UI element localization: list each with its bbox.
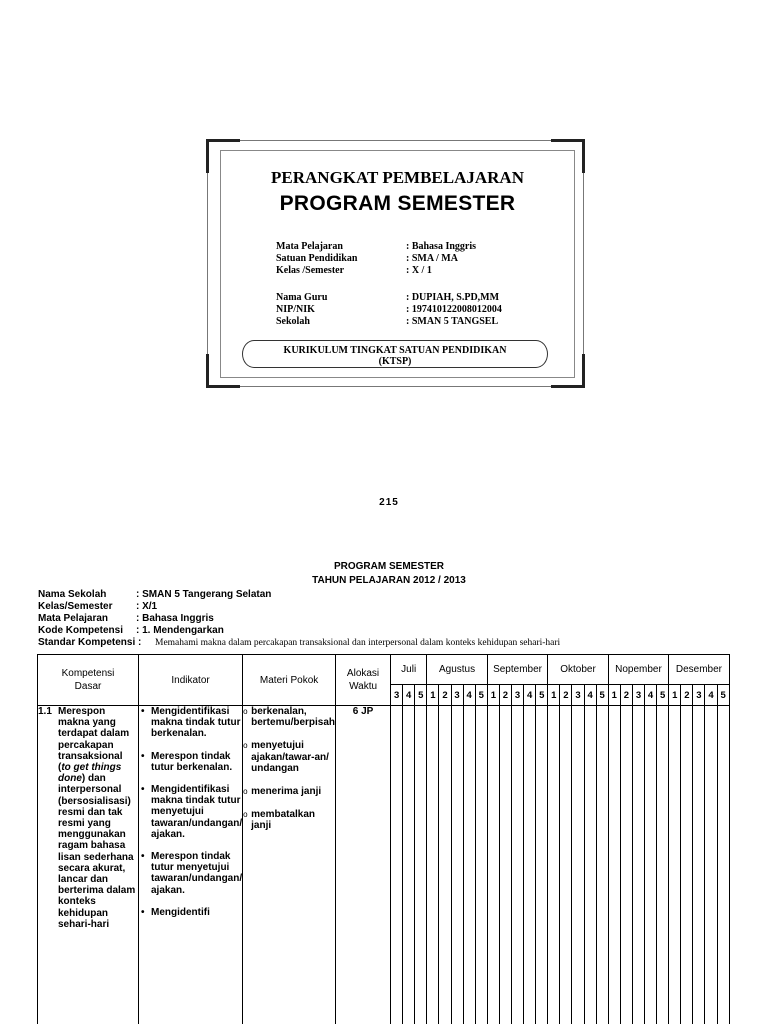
week-cell <box>475 706 487 1024</box>
week-cell <box>669 706 681 1024</box>
week-number: 4 <box>403 685 415 706</box>
week-number: 1 <box>487 685 499 706</box>
standar-kompetensi-row <box>38 637 560 649</box>
info-row <box>276 241 476 253</box>
corner-ornament <box>582 354 585 388</box>
meta-row <box>38 613 560 625</box>
corner-ornament <box>206 354 209 388</box>
week-number: 2 <box>560 685 572 706</box>
week-number: 4 <box>645 685 657 706</box>
kurikulum-box <box>242 340 548 368</box>
program-title: PROGRAM SEMESTER <box>333 561 444 572</box>
week-cell <box>487 706 499 1024</box>
bullet-icon: • <box>141 784 145 796</box>
kd-text-part: Merespon makna yang terdapat dalam percakapan transaksional ( <box>58 706 130 774</box>
indikator-item <box>139 706 242 740</box>
indikator-text: Mengidentifi <box>151 906 210 918</box>
cover-info-block-subject <box>276 241 476 277</box>
week-number: 5 <box>657 685 669 706</box>
indikator-item <box>139 907 242 918</box>
bullet-icon: • <box>141 706 145 717</box>
materi-text: membatalkan janji <box>251 809 316 832</box>
kompetensi-dasar-cell <box>38 706 139 1024</box>
week-cell <box>536 706 548 1024</box>
bullet-icon: • <box>141 750 145 762</box>
indikator-cell <box>139 706 243 1024</box>
schedule-table <box>37 654 730 1024</box>
week-cell <box>403 706 415 1024</box>
kurikulum-line-2: (KTSP) <box>378 356 412 367</box>
meta-row <box>38 625 560 637</box>
meta-value: : X/1 <box>136 601 158 612</box>
info-label: Satuan Pendidikan <box>276 253 358 264</box>
week-number: 1 <box>669 685 681 706</box>
corner-ornament <box>206 385 240 388</box>
week-number: 3 <box>572 685 584 706</box>
week-number: 4 <box>524 685 536 706</box>
meta-label: Kode Kompetensi <box>38 625 124 636</box>
week-cell <box>391 706 403 1024</box>
header-indikator: Indikator <box>139 655 243 706</box>
materi-item <box>243 786 335 797</box>
info-label: Nama Guru <box>276 292 328 303</box>
corner-ornament <box>551 139 585 142</box>
week-cell <box>439 706 451 1024</box>
month-header: Nopember <box>608 655 668 685</box>
week-cell <box>705 706 717 1024</box>
program-meta <box>38 589 560 649</box>
week-cell <box>427 706 439 1024</box>
indikator-text: Merespon tindak tutur menyetujui tawaran/undangan/ ajakan. <box>151 851 243 896</box>
info-row <box>276 253 476 265</box>
week-number: 3 <box>632 685 644 706</box>
kurikulum-line-1: KURIKULUM TINGKAT SATUAN PENDIDIKAN <box>283 345 507 356</box>
materi-item <box>243 809 335 831</box>
week-number: 3 <box>391 685 403 706</box>
header-materi-pokok: Materi Pokok <box>243 655 336 706</box>
corner-ornament <box>206 139 240 142</box>
materi-pokok-cell <box>243 706 336 1024</box>
corner-ornament <box>206 139 209 173</box>
week-cell <box>560 706 572 1024</box>
corner-ornament <box>582 139 585 173</box>
week-number: 1 <box>548 685 560 706</box>
week-number: 3 <box>451 685 463 706</box>
meta-label: Kelas/Semester <box>38 601 113 612</box>
week-cell <box>681 706 693 1024</box>
month-header: Agustus <box>427 655 487 685</box>
week-number: 2 <box>439 685 451 706</box>
circle-bullet-icon: o <box>243 787 248 797</box>
meta-value: : 1. Mendengarkan <box>136 625 224 636</box>
info-label: Kelas /Semester <box>276 265 345 276</box>
info-label: Mata Pelajaran <box>276 241 343 252</box>
standar-kompetensi-value: Memahami makna dalam percakapan transaksional dan interpersonal dalam konteks kehidupan sehari-hari <box>155 638 561 648</box>
info-label: Sekolah <box>276 316 310 327</box>
standar-kompetensi-label: Standar Kompetensi : <box>38 637 142 648</box>
week-number: 2 <box>499 685 511 706</box>
info-row <box>276 304 502 316</box>
week-number: 4 <box>463 685 475 706</box>
week-number: 4 <box>584 685 596 706</box>
week-cell <box>572 706 584 1024</box>
materi-item <box>243 740 335 774</box>
week-cell <box>608 706 620 1024</box>
week-number: 5 <box>596 685 608 706</box>
info-value: : X / 1 <box>406 265 432 276</box>
week-number: 5 <box>536 685 548 706</box>
week-number: 3 <box>693 685 705 706</box>
meta-value: : SMAN 5 Tangerang Selatan <box>136 589 272 600</box>
week-cell <box>524 706 536 1024</box>
week-number: 2 <box>681 685 693 706</box>
program-year: TAHUN PELAJARAN 2012 / 2013 <box>312 575 466 586</box>
info-value: : Bahasa Inggris <box>406 241 477 252</box>
kd-text <box>58 706 138 930</box>
cover-subtitle: PROGRAM SEMESTER <box>279 192 516 215</box>
week-cell <box>657 706 669 1024</box>
bullet-icon: • <box>141 851 145 863</box>
month-header: Desember <box>669 655 729 685</box>
header-alokasi-text: Alokasi Waktu <box>346 668 380 692</box>
materi-text: berkenalan, bertemu/berpisah <box>251 706 336 729</box>
kd-number: 1.1 <box>38 706 52 717</box>
kd-text-part: ) dan interpersonal (bersosialisasi) resmi dan tak resmi yang menggunakan ragam bahasa lisan sederhana secara akurat, lancar dan berterima dalam konteks kehidupan sehari-hari <box>58 773 136 930</box>
circle-bullet-icon: o <box>243 741 248 751</box>
week-number: 1 <box>608 685 620 706</box>
circle-bullet-icon: o <box>243 707 248 716</box>
info-row <box>276 292 502 304</box>
cover-title: PERANGKAT PEMBELAJARAN <box>271 168 524 187</box>
week-number: 3 <box>511 685 523 706</box>
week-cell <box>451 706 463 1024</box>
week-number: 5 <box>475 685 487 706</box>
indikator-text: Mengidentifikasi makna tindak tutur menyetujui tawaran/undangan/ ajakan. <box>151 784 243 840</box>
week-cell <box>499 706 511 1024</box>
week-cell <box>717 706 729 1024</box>
info-row <box>276 265 476 277</box>
week-cell <box>596 706 608 1024</box>
week-cell <box>693 706 705 1024</box>
week-cell <box>645 706 657 1024</box>
materi-text: menerima janji <box>251 786 322 798</box>
week-number: 5 <box>415 685 427 706</box>
week-cell <box>415 706 427 1024</box>
week-cell <box>511 706 523 1024</box>
indikator-text: Merespon tindak tutur berkenalan. <box>151 750 233 773</box>
meta-row <box>38 601 560 613</box>
indikator-item <box>139 751 242 773</box>
alokasi-waktu-cell: 6 JP <box>336 706 391 1024</box>
month-header: Juli <box>391 655 427 685</box>
month-header: Oktober <box>548 655 608 685</box>
bullet-icon: • <box>141 906 145 918</box>
week-number: 4 <box>705 685 717 706</box>
week-cell <box>463 706 475 1024</box>
week-cell <box>584 706 596 1024</box>
week-number: 2 <box>620 685 632 706</box>
circle-bullet-icon: o <box>243 810 248 820</box>
indikator-item <box>139 784 242 840</box>
info-value: : DUPIAH, S.PD,MM <box>406 292 500 303</box>
meta-row <box>38 589 560 601</box>
week-cell <box>632 706 644 1024</box>
info-row <box>276 316 502 328</box>
page-number: 215 <box>379 497 399 508</box>
indikator-item <box>139 851 242 896</box>
meta-label: Mata Pelajaran <box>38 613 109 624</box>
corner-ornament <box>551 385 585 388</box>
week-cell <box>620 706 632 1024</box>
kd-text-italic: to get things done <box>58 762 122 785</box>
header-kompetensi-text: Kompetensi Dasar <box>61 668 115 692</box>
meta-label: Nama Sekolah <box>38 589 107 600</box>
indikator-text: Mengidentifikasi makna tindak tutur berkenalan. <box>151 706 241 740</box>
cover-info-block-teacher <box>276 292 502 328</box>
materi-item <box>243 706 335 728</box>
meta-value: : Bahasa Inggris <box>136 613 214 624</box>
info-value: : 197410122008012004 <box>406 304 502 315</box>
info-value: : SMAN 5 TANGSEL <box>406 316 499 327</box>
header-alokasi-waktu <box>336 655 391 706</box>
month-header: September <box>487 655 547 685</box>
week-number: 5 <box>717 685 729 706</box>
info-value: : SMA / MA <box>406 253 458 264</box>
info-label: NIP/NIK <box>276 304 315 315</box>
materi-text: menyetujui ajakan/tawar-an/ undangan <box>251 740 329 774</box>
week-cell <box>548 706 560 1024</box>
header-kompetensi-dasar <box>38 655 139 706</box>
week-number: 1 <box>427 685 439 706</box>
